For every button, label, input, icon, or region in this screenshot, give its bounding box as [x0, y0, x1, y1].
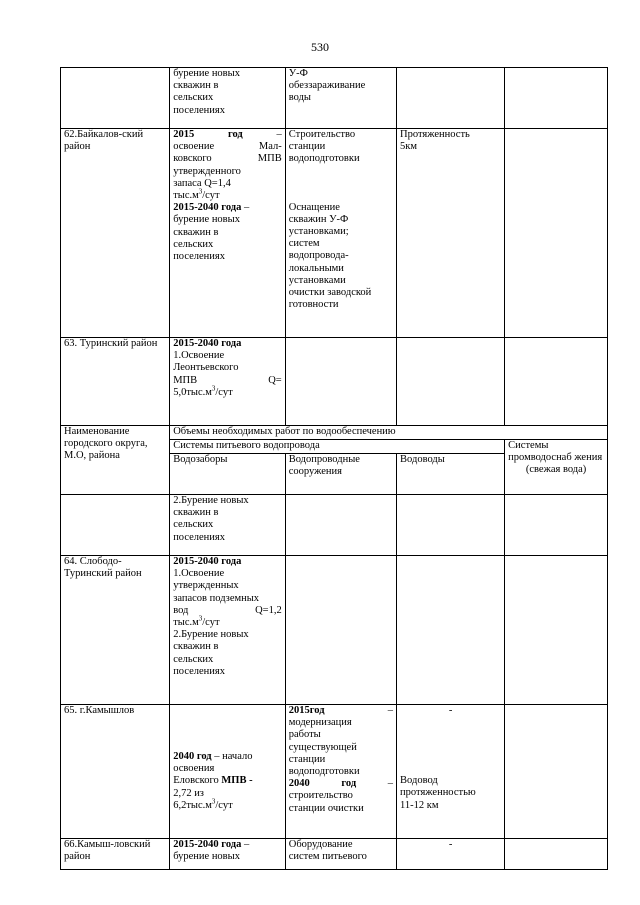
district-cell	[61, 68, 170, 129]
year-label: 2015-2040 года	[173, 338, 242, 349]
text-line: установками	[288, 274, 346, 286]
header-industrial	[505, 440, 608, 495]
industrial-cell	[505, 705, 608, 839]
text-line: систем питьевого	[288, 851, 367, 863]
unit-exponent: 3	[211, 384, 216, 393]
header-text: (свежая вода)	[525, 464, 587, 476]
text-line: строительство	[288, 790, 353, 802]
text-line: сельских	[173, 653, 214, 665]
text-line: скважин в	[173, 641, 219, 653]
text-line: вод	[173, 604, 189, 616]
table-row	[61, 839, 608, 870]
conduits-cell	[397, 556, 505, 705]
header-systems: Системы питьевого водопровода	[170, 440, 505, 454]
district-cell: 66.Камыш-ловский район	[61, 839, 170, 870]
text-line: бурение новых	[173, 214, 240, 226]
text-line: МПВ	[257, 153, 282, 165]
text-line: Оборудование	[288, 839, 353, 850]
intake-cell	[170, 338, 286, 426]
year-label: 2015-2040 года	[173, 839, 242, 850]
conduits-cell	[397, 338, 505, 426]
text-line: 5км	[400, 141, 418, 153]
header-text: Системы промводоснаб жения	[508, 440, 603, 464]
unit-exponent: 3	[211, 797, 216, 806]
district-cell: 63. Туринский район	[61, 338, 170, 426]
text-line: существующей	[288, 741, 357, 753]
year-word: год	[227, 129, 243, 140]
intake-cell	[170, 129, 286, 338]
district-cell	[61, 495, 170, 556]
industrial-cell	[505, 495, 608, 556]
text-line: утвержденного	[173, 165, 241, 177]
text-line: готовности	[288, 299, 339, 311]
text-line: бурение новых	[173, 68, 240, 79]
text-line: ковского	[173, 153, 212, 165]
dash: -	[448, 839, 453, 850]
unit: /сут	[202, 190, 220, 202]
text-line: поселениях	[173, 104, 225, 116]
text-line: бурение новых	[173, 851, 240, 863]
text-line: сельских	[173, 92, 214, 104]
unit: /сут	[202, 617, 220, 629]
industrial-cell	[505, 556, 608, 705]
unit: тыс.м	[173, 190, 199, 202]
text-line: систем	[288, 238, 320, 250]
industrial-cell	[505, 68, 608, 129]
unit: 5,0тыс.м	[173, 386, 212, 398]
header-conduits: Водоводы	[397, 454, 505, 495]
intake-cell	[170, 705, 286, 839]
intake-cell	[170, 556, 286, 705]
dash: –	[276, 129, 282, 140]
table-row	[61, 705, 608, 839]
unit-exponent: 3	[198, 187, 203, 196]
text-line: 1.Освоение	[173, 350, 225, 362]
dash: –	[387, 705, 394, 716]
conduits-cell	[397, 705, 505, 839]
text-line: Протяженность	[400, 129, 470, 140]
year-word: год	[341, 778, 357, 790]
text-line: сельских	[173, 238, 214, 250]
header-row	[61, 426, 608, 440]
header-intake: Водозаборы	[170, 454, 286, 495]
table-row	[61, 338, 608, 426]
text-line: работы	[288, 729, 321, 741]
dash: –	[241, 839, 250, 850]
structures-cell	[285, 556, 396, 705]
text-line: воды	[288, 92, 311, 104]
text-line: Мал-	[258, 141, 282, 153]
unit: /сут	[215, 799, 233, 811]
conduits-cell	[397, 68, 505, 129]
text-line: 2,72 из	[173, 787, 204, 799]
table-row	[61, 495, 608, 556]
text-line: 11-12 км	[400, 799, 439, 811]
unit: тыс.м	[173, 617, 199, 629]
text-line: водопровода-	[288, 250, 349, 262]
structures-cell	[285, 338, 396, 426]
table-row	[61, 68, 608, 129]
text-line: У-Ф	[288, 68, 308, 79]
intake-cell	[170, 68, 286, 129]
header-volumes: Объемы необходимых работ по водообеспечению	[170, 426, 608, 440]
text-line: скважин в	[173, 226, 219, 238]
text-line: – начало	[211, 751, 253, 762]
text-line: 2.Бурение новых	[173, 629, 249, 641]
table-row	[61, 556, 608, 705]
conduits-cell	[397, 495, 505, 556]
district-cell: 62.Байкалов-ский район	[61, 129, 170, 338]
year-label: 2015-2040 года	[173, 202, 242, 214]
structures-cell	[285, 68, 396, 129]
text-line: станции	[288, 753, 326, 765]
text-line: Еловского	[173, 775, 222, 787]
text-line: скважин в	[173, 80, 219, 92]
structures-cell	[285, 839, 396, 870]
header-structures: Водопроводные сооружения	[285, 454, 396, 495]
dash: -	[448, 705, 453, 716]
intake-cell	[170, 839, 286, 870]
text-line: водоподготовки	[288, 766, 360, 778]
header-district: Наименование городского округа, М.О, района	[61, 426, 170, 495]
dash: –	[241, 202, 250, 214]
structures-cell	[285, 495, 396, 556]
text-line: очистки заводской	[288, 287, 372, 299]
water-supply-table	[60, 67, 608, 870]
text-line: МПВ -	[221, 775, 253, 787]
conduits-cell	[397, 129, 505, 338]
structures-cell	[285, 705, 396, 839]
unit-exponent: 3	[198, 614, 203, 623]
text-line: скважин в	[173, 507, 219, 519]
text-line: поселениях	[173, 531, 225, 543]
unit: /сут	[215, 386, 233, 398]
text-line: МПВ	[173, 374, 198, 386]
text-line: протяженностью	[400, 787, 476, 799]
page-number: 530	[311, 40, 329, 54]
text-line: Водовод	[400, 775, 438, 787]
text-line: запасов подземных	[173, 592, 260, 604]
text-line: водоподготовки	[288, 153, 360, 165]
district-cell: 65. г.Камышлов	[61, 705, 170, 839]
text-line: 2.Бурение новых	[173, 495, 249, 506]
text-line: сельских	[173, 519, 214, 531]
text-line: Леонтьевского	[173, 362, 239, 374]
text-line: Строительство	[288, 129, 356, 140]
dash: –	[387, 778, 394, 790]
year-label: 2015год	[288, 705, 325, 716]
industrial-cell	[505, 338, 608, 426]
intake-cell	[170, 495, 286, 556]
unit: 6,2тыс.м	[173, 799, 212, 811]
text-line: поселениях	[173, 251, 225, 263]
table-row	[61, 129, 608, 338]
text-line: Q=1,2	[255, 604, 282, 616]
text-line: освоения	[173, 763, 215, 775]
text-line: освоение	[173, 141, 215, 153]
year-label: 2040	[288, 778, 310, 790]
text-line: скважин У-Ф	[288, 213, 349, 225]
year-label: 2015-2040 года	[173, 556, 242, 567]
text-line: Q=	[268, 374, 282, 386]
text-line: поселениях	[173, 665, 225, 677]
text-line: модернизация	[288, 717, 352, 729]
year-label: 2040 год	[173, 751, 212, 762]
text-line: установками;	[288, 226, 349, 238]
text-line: локальными	[288, 262, 344, 274]
year-label: 2015	[173, 129, 195, 140]
text-line: Оснащение	[288, 201, 340, 213]
structures-cell	[285, 129, 396, 338]
text-line: запаса Q=1,4	[173, 177, 231, 189]
text-line: станции	[288, 141, 326, 153]
industrial-cell	[505, 129, 608, 338]
text-line: станции очистки	[288, 802, 364, 814]
industrial-cell	[505, 839, 608, 870]
conduits-cell	[397, 839, 505, 870]
district-cell: 64. Слободо-Туринский район	[61, 556, 170, 705]
text-line: обеззараживание	[288, 80, 366, 92]
text-line: утвержденных	[173, 580, 239, 592]
text-line: 1.Освоение	[173, 568, 225, 580]
